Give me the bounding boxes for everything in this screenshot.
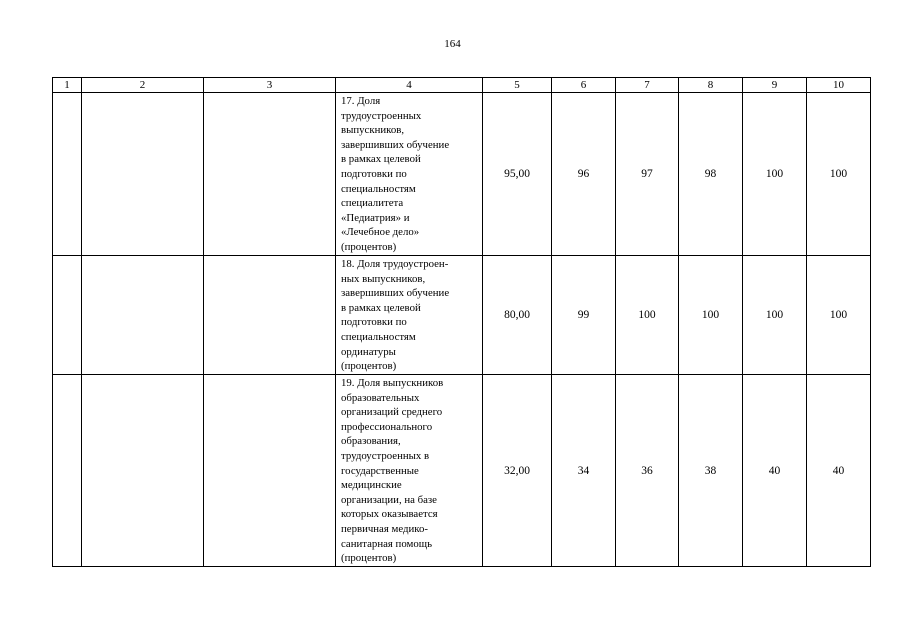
column-header: 9 [743, 78, 807, 93]
column-header: 4 [336, 78, 483, 93]
indicator-value: 98 [679, 93, 743, 256]
indicator-value: 95,00 [483, 93, 552, 256]
column-header: 10 [807, 78, 871, 93]
column-header: 2 [82, 78, 204, 93]
indicator-value: 100 [679, 256, 743, 375]
table-cell [53, 93, 82, 256]
column-header: 7 [616, 78, 679, 93]
column-header: 6 [552, 78, 616, 93]
indicator-value: 99 [552, 256, 616, 375]
table-cell [53, 256, 82, 375]
header-row [53, 78, 871, 93]
indicator-value: 100 [807, 93, 871, 256]
table-cell [204, 256, 336, 375]
column-header: 1 [53, 78, 82, 93]
indicator-value: 38 [679, 375, 743, 567]
indicator-value: 100 [616, 256, 679, 375]
indicator-value: 100 [743, 256, 807, 375]
column-header: 3 [204, 78, 336, 93]
column-header: 8 [679, 78, 743, 93]
indicator-description: 18. Доля трудоустроен- ных выпускников, завершивших обучение в рамках целевой подготовки по специальностям ординатуры (процентов) [336, 256, 483, 375]
indicator-value: 34 [552, 375, 616, 567]
table-row [53, 93, 871, 256]
table-cell [53, 375, 82, 567]
page-number: 164 [444, 38, 461, 50]
table-cell [82, 93, 204, 256]
indicator-value: 36 [616, 375, 679, 567]
table-row [53, 375, 871, 567]
table-cell [82, 375, 204, 567]
indicator-description: 19. Доля выпускников образовательных организаций среднего профессионального образования, трудоустроенных в государственные медицинские организации, на базе которых оказывается первичная медико- санитарная помощь (процентов) [336, 375, 483, 567]
indicator-value: 40 [743, 375, 807, 567]
indicator-value: 100 [807, 256, 871, 375]
indicator-value: 80,00 [483, 256, 552, 375]
table-cell [82, 256, 204, 375]
table-cell [204, 93, 336, 256]
indicator-value: 40 [807, 375, 871, 567]
indicator-value: 96 [552, 93, 616, 256]
indicator-value: 100 [743, 93, 807, 256]
table-row [53, 256, 871, 375]
table-cell [204, 375, 336, 567]
indicator-value: 32,00 [483, 375, 552, 567]
column-header: 5 [483, 78, 552, 93]
indicator-value: 97 [616, 93, 679, 256]
indicator-description: 17. Доля трудоустроенных выпускников, завершивших обучение в рамках целевой подготовки по специальностям специалитета «Педиатрия» и «Лечебное дело» (процентов) [336, 93, 483, 256]
indicators-table [52, 77, 871, 567]
